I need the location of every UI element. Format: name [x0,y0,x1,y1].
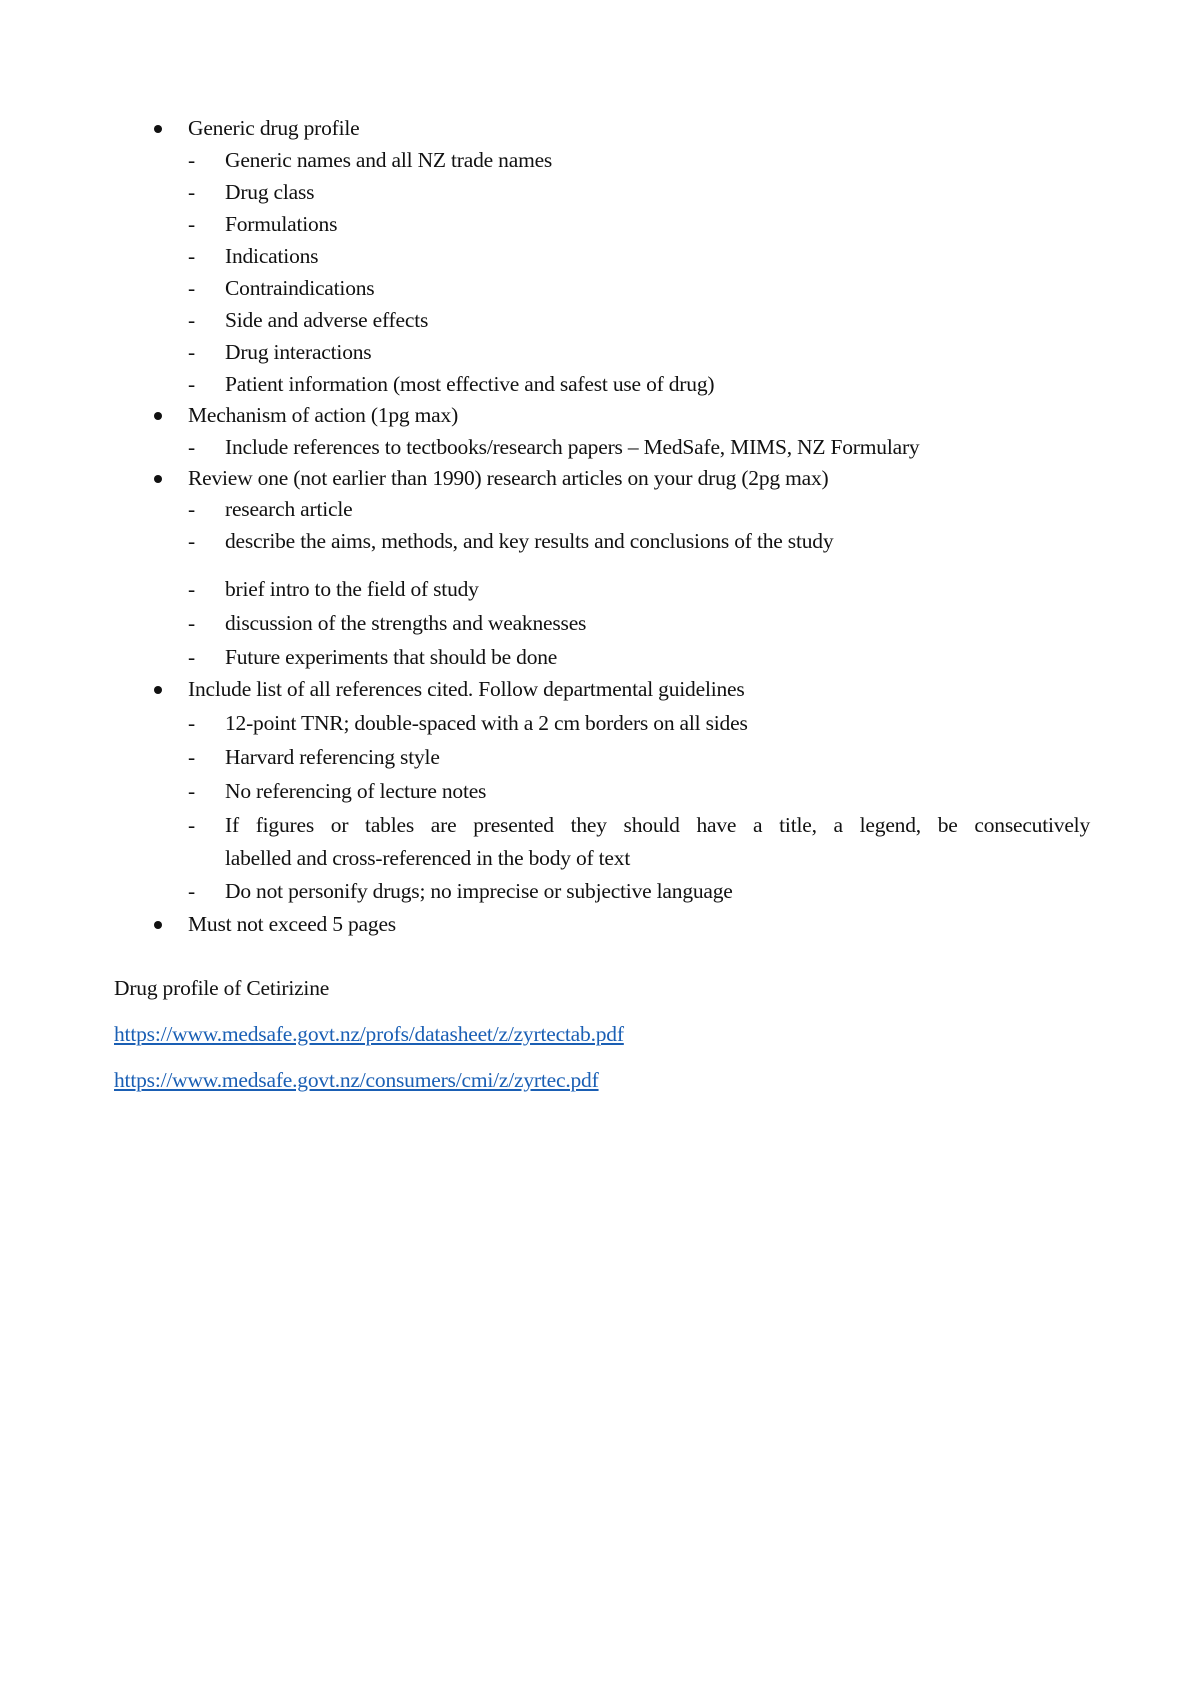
dash-marker: - [188,711,195,735]
list-item: Do not personify drugs; no imprecise or subjective language [225,879,733,903]
list-item: Drug class [225,180,315,204]
list-item: brief intro to the field of study [225,577,479,601]
section-heading: Generic drug profile [188,116,360,140]
section-heading: Mechanism of action (1pg max) [188,403,459,427]
list-item: discussion of the strengths and weaknesses [225,611,587,635]
profile-title: Drug profile of Cetirizine [114,976,330,1000]
dash-marker: - [188,529,195,553]
dash-marker: - [188,435,195,459]
dash-marker: - [188,577,195,601]
dash-marker: - [188,148,195,172]
dash-marker: - [188,611,195,635]
list-item: Patient information (most effective and safest use of drug) [225,372,715,396]
list-item: Formulations [225,212,338,236]
section-heading: Review one (not earlier than 1990) research articles on your drug (2pg max) [188,466,829,490]
list-item: describe the aims, methods, and key results and conclusions of the study [225,529,834,553]
list-item: Harvard referencing style [225,745,440,769]
dash-marker: - [188,180,195,204]
list-item-justified: If figures or tables are presented they should have a title, a legend, be consecutively [225,813,1090,837]
dash-marker: - [188,244,195,268]
list-item: Indications [225,244,319,268]
dash-marker: - [188,745,195,769]
list-item: 12-point TNR; double-spaced with a 2 cm borders on all sides [225,711,748,735]
list-item: Generic names and all NZ trade names [225,148,553,172]
dash-marker: - [188,340,195,364]
bullet-dot [154,412,162,420]
list-item: research article [225,497,353,521]
bullet-dot [154,921,162,929]
bullet-dot [154,686,162,694]
datasheet-link[interactable]: https://www.medsafe.govt.nz/profs/datasheet/z/zyrtectab.pdf [114,1022,624,1046]
dash-marker: - [188,779,195,803]
list-item: Future experiments that should be done [225,645,558,669]
list-item: No referencing of lecture notes [225,779,487,803]
dash-marker: - [188,497,195,521]
dash-marker: - [188,813,195,837]
dash-marker: - [188,879,195,903]
list-item: Include references to tectbooks/research papers – MedSafe, MIMS, NZ Formulary [225,435,920,459]
bullet-dot [154,475,162,483]
dash-marker: - [188,308,195,332]
section-heading: Include list of all references cited. Follow departmental guidelines [188,677,745,701]
dash-marker: - [188,372,195,396]
dash-marker: - [188,645,195,669]
list-item: Contraindications [225,276,375,300]
consumer-info-link[interactable]: https://www.medsafe.govt.nz/consumers/cmi/z/zyrtec.pdf [114,1068,599,1092]
list-item: Drug interactions [225,340,372,364]
section-heading: Must not exceed 5 pages [188,912,396,936]
list-item: Side and adverse effects [225,308,429,332]
list-item-continuation: labelled and cross-referenced in the body of text [225,846,631,870]
dash-marker: - [188,276,195,300]
dash-marker: - [188,212,195,236]
bullet-dot [154,125,162,133]
